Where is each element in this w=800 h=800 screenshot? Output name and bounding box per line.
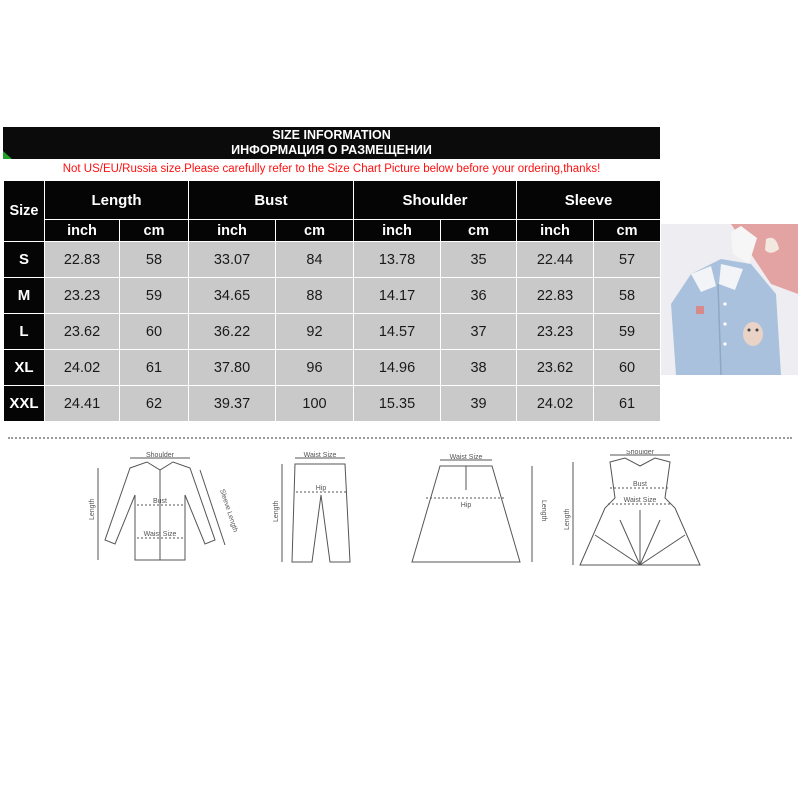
size-label: XL [4,350,45,386]
unit-header: inch [354,220,441,242]
measurement-cell: 61 [594,386,661,422]
measurement-cell: 22.83 [517,278,594,314]
measurement-cell: 57 [594,242,661,278]
skirt-hip-label: Hip [460,502,472,509]
measurement-cell: 62 [120,386,189,422]
measurement-cell: 96 [276,350,354,386]
size-label: M [4,278,45,314]
pants-diagram [282,458,350,562]
measurement-cell: 39 [441,386,517,422]
size-label: XXL [4,386,45,422]
measurement-cell: 23.62 [517,350,594,386]
unit-header: cm [594,220,661,242]
measurement-cell: 36.22 [189,314,276,350]
measurement-diagrams [80,450,720,580]
measurement-cell: 60 [120,314,189,350]
measurement-cell: 37 [441,314,517,350]
size-row [4,314,661,350]
skirt-waist-label: Waist Size [449,454,483,461]
product-photo [661,224,798,375]
unit-header: cm [120,220,189,242]
measurement-cell: 14.57 [354,314,441,350]
group-header-row [4,181,661,220]
measurement-cell: 88 [276,278,354,314]
size-header: Size [4,181,45,242]
measurement-cell: 59 [120,278,189,314]
measurement-cell: 22.44 [517,242,594,278]
measurement-cell: 60 [594,350,661,386]
shirt-diagram [98,458,225,560]
title-en: SIZE INFORMATION [272,128,391,142]
unit-header: inch [517,220,594,242]
size-row [4,242,661,278]
shirt-sleeve-label: Sleeve Length [218,488,239,534]
measurement-cell: 58 [120,242,189,278]
shirt-length-label: Length [89,498,96,520]
measurement-cell: 84 [276,242,354,278]
skirt-diagram [412,460,532,562]
corner-marker [3,151,12,159]
dress-length-label: Length [564,508,571,530]
size-row [4,350,661,386]
measurement-cell: 36 [441,278,517,314]
measurement-cell: 37.80 [189,350,276,386]
shirt-photo-image [661,224,798,375]
pants-hip-label: Hip [315,485,327,492]
size-label: L [4,314,45,350]
group-sleeve: Sleeve [517,181,661,220]
group-bust: Bust [189,181,354,220]
measurement-cell: 13.78 [354,242,441,278]
dress-diagram [573,455,700,565]
measurement-cell: 23.62 [45,314,120,350]
measurement-cell: 14.17 [354,278,441,314]
measurement-cell: 100 [276,386,354,422]
unit-header-row [4,220,661,242]
measurement-cell: 24.02 [517,386,594,422]
measurement-cell: 24.02 [45,350,120,386]
pants-waist-label: Waist Size [303,452,337,459]
group-length: Length [45,181,189,220]
measurement-cell: 24.41 [45,386,120,422]
shirt-bust-label: Bust [152,498,168,505]
dress-shoulder-label: Shoulder [625,450,655,456]
dress-bust-label: Bust [632,481,648,488]
size-chart-table [3,180,661,422]
measurement-cell: 23.23 [517,314,594,350]
shirt-waist-label: Waist Size [143,531,177,538]
measurement-cell: 15.35 [354,386,441,422]
skirt-length-label: Length [540,500,547,522]
unit-header: inch [189,220,276,242]
measurement-cell: 22.83 [45,242,120,278]
measurement-cell: 14.96 [354,350,441,386]
measurement-cell: 33.07 [189,242,276,278]
measurement-cell: 38 [441,350,517,386]
measurement-cell: 58 [594,278,661,314]
measurement-cell: 35 [441,242,517,278]
size-rows [4,242,661,422]
shirt-shoulder-label: Shoulder [145,452,175,459]
group-shoulder: Shoulder [354,181,517,220]
measurement-cell: 59 [594,314,661,350]
measurement-cell: 92 [276,314,354,350]
section-divider [8,437,792,439]
title-ru: ИНФОРМАЦИЯ О РАЗМЕЩЕНИИ [231,143,432,157]
pants-length-label: Length [273,500,280,522]
unit-header: inch [45,220,120,242]
unit-header: cm [441,220,517,242]
measurement-cell: 34.65 [189,278,276,314]
measurement-cell: 39.37 [189,386,276,422]
size-label: S [4,242,45,278]
size-notice: Not US/EU/Russia size.Please carefully refer to the Size Chart Picture below before your ordering,thanks! [3,160,660,178]
size-info-header [3,127,660,159]
measurement-cell: 61 [120,350,189,386]
size-row [4,386,661,422]
unit-header: cm [276,220,354,242]
dress-waist-label: Waist Size [623,497,657,504]
size-row [4,278,661,314]
measurement-cell: 23.23 [45,278,120,314]
